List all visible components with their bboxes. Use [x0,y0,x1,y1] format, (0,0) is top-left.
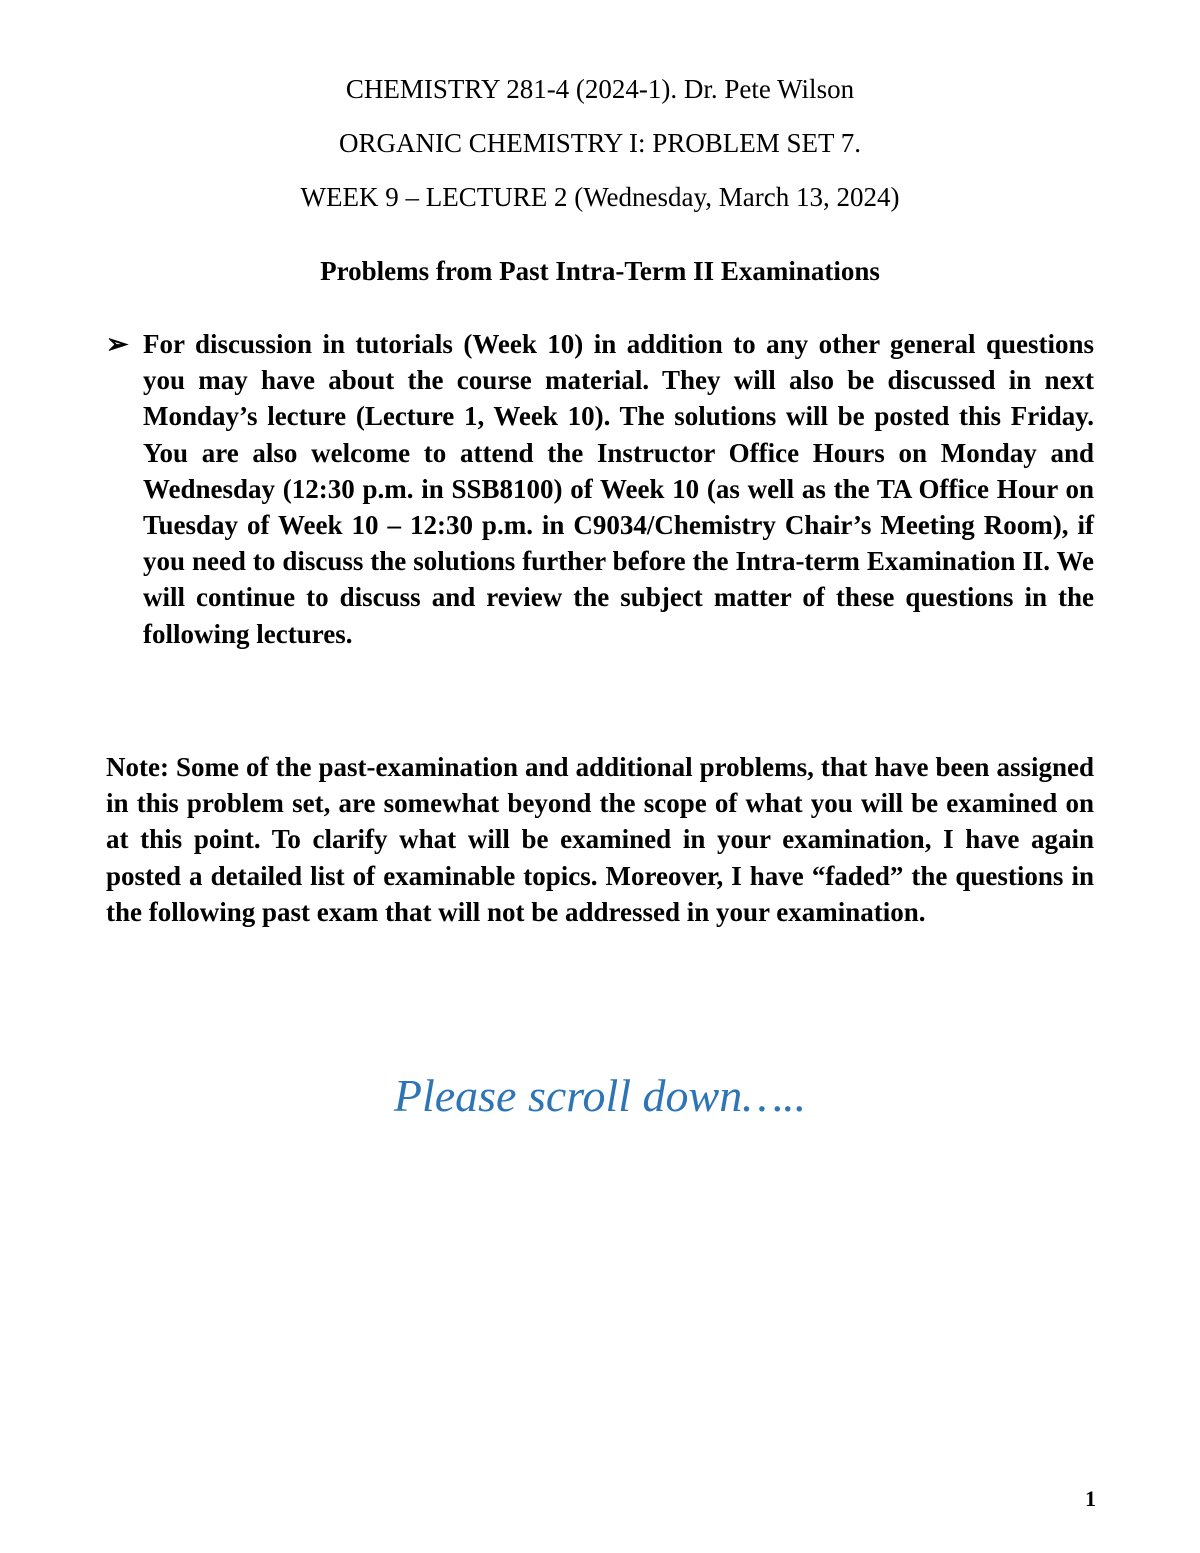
discussion-bullet [106,326,1094,652]
discussion-paragraph: For discussion in tutorials (Week 10) in addition to any other general questions you may have about the course material. They will also be discussed in next Monday’s lecture (Lecture 1, Week 10). The solutions will be posted this Friday. You are also welcome to attend the Instructor Office Hours on Monday and Wednesday (12:30 p.m. in SSB8100) of Week 10 (as well as the TA Office Hour on Tuesday of Week 10 – 12:30 p.m. in C9034/Chemistry Chair’s Meeting Room), if you need to discuss the solutions further before the Intra-term Examination II. We will continue to discuss and review the subject matter of these questions in the following lectures. [143,329,1094,649]
section-subtitle: Problems from Past Intra-Term II Examinations [320,256,880,286]
lecture-date-line: WEEK 9 – LECTURE 2 (Wednesday, March 13, 2024) [300,182,900,212]
arrow-bullet-icon: ➢ [106,329,129,359]
scroll-down-note: Please scroll down….. [393,1070,807,1121]
page-number: 1 [1085,1486,1096,1511]
problem-set-title-line: ORGANIC CHEMISTRY I: PROBLEM SET 7. [338,128,862,158]
note-paragraph: Note: Some of the past-examination and additional problems, that have been assigned in this problem set, are somewhat beyond the scope of what you will be examined on at this point. To clarify what will be examined in your examination, I have again posted a detailed list of examinable topics. Moreover, I have “faded” the questions in the following past exam that will not be addressed in your examination. [106,752,1094,927]
course-title-line: CHEMISTRY 281-4 (2024-1). Dr. Pete Wilson [345,74,855,104]
